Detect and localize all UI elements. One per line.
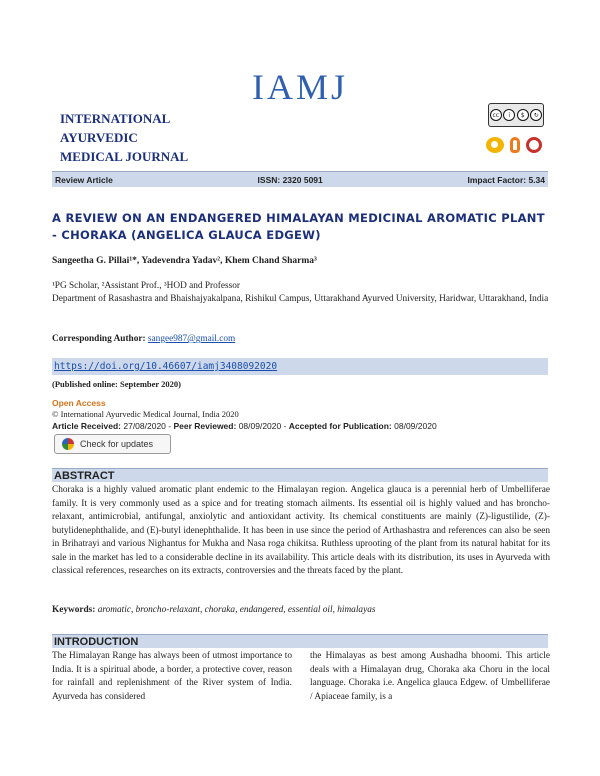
doi-bar [52, 358, 548, 375]
doi-link[interactable]: https://doi.org/10.46607/iamj3408092020 [54, 361, 278, 372]
impact-factor: Impact Factor: 5.34 [467, 174, 545, 185]
crossref-icon[interactable] [526, 137, 542, 153]
affiliation-department: Department of Rasashastra and Bhaishajyakalpana, Rishikul Campus, Uttarakhand Ayurved University, Haridwar, Uttarakhand, India [52, 294, 549, 304]
introduction-column-right: the Himalayas as best among Aushadha bhoomi. This article deals with a Himalayan drug, Choraka aka Choru in the local language. Choraka i.e. Angelica glauca Edgew. of Umbelliferae / Apiaceae family, is a [310, 651, 550, 702]
corresponding-author [52, 334, 235, 344]
keywords [52, 605, 375, 615]
sa-icon: ↻ [530, 109, 542, 121]
abstract-heading: ABSTRACT [52, 468, 548, 482]
check-for-updates-button[interactable] [54, 434, 171, 454]
journal-name-line: MEDICAL JOURNAL [60, 149, 189, 164]
received-date: 27/08/2020 [123, 421, 166, 431]
article-info-bar [52, 171, 548, 187]
doi-icon[interactable] [486, 137, 504, 153]
author-email-link[interactable]: sangee987@gmail.com [147, 334, 236, 344]
copyright-notice: © International Ayurvedic Medical Journal, India 2020 [52, 409, 239, 419]
check-for-updates-label: Check for updates [80, 439, 154, 449]
issn: ISSN: 2320 5091 [257, 174, 323, 185]
journal-name-line: INTERNATIONAL [60, 111, 171, 126]
crossmark-icon [62, 438, 74, 450]
accepted-date: 08/09/2020 [394, 421, 437, 431]
article-title: A REVIEW ON AN ENDANGERED HIMALAYAN MEDICINAL AROMATIC PLANT - CHORAKA (ANGELICA GLAUCA EDGEW) [52, 211, 545, 242]
nc-icon: $ [517, 109, 529, 121]
author-list: Sangeetha G. Pillai¹*, Yadevendra Yadav², Khem Chand Sharma³ [52, 256, 317, 266]
introduction-column-left: The Himalayan Range has always been of utmost importance to India. It is a spiritual abode, a border, a protective cover, reason for rainfall and replenishment of the River system of India. Ayurveda has considered [52, 651, 292, 702]
open-access-icon [510, 137, 520, 153]
published-date: (Published online: September 2020) [52, 379, 182, 389]
keywords-list: aromatic, broncho-relaxant, choraka, endangered, essential oil, himalayas [97, 605, 376, 615]
cc-icon: cc [490, 109, 502, 121]
by-icon: i [503, 109, 515, 121]
creative-commons-badge[interactable] [488, 103, 544, 127]
article-dates: Article Received: 27/08/2020 - Peer Reviewed: 08/09/2020 - Accepted for Publication: 08/09/2020 [52, 421, 437, 431]
peer-reviewed-date: 08/09/2020 [238, 421, 282, 431]
received-label: Article Received: [52, 421, 121, 431]
open-access-label: Open Access [52, 398, 106, 408]
journal-name-line: AYURVEDIC [60, 130, 138, 145]
index-badges [486, 136, 546, 154]
abstract-text: Choraka is a highly valued aromatic plant endemic to the Himalayan region. Angelica glauca is a perennial herb of Umbelliferae family. It is very commonly used as a spice and for treating stomach ailments. Its essential oil is highly valued and has broncho-relaxant, antimicrobial, antifungal, anxiolytic and antioxidant activity. Its chemical constituents are mainly (Z)-ligustilide, (Z)-butylidenephthalide, and (E)-butyl idenephthalide. It has been in use since the period of Arthashastra and references can also be seen in Brihatrayi and various Nighantus for Mukha and Nasa roga chikitsa. Ruthless uprooting of the plant from its natural habitat for its sale in the market has led to a considerable decline in its availability. This article deals with its distribution, its uses in Ayurveda with classical references, researches on its extracts, controversies and the threats faced by the plant. [52, 485, 550, 576]
corresponding-label: Corresponding Author: [52, 334, 146, 344]
accepted-label: Accepted for Publication: [288, 421, 392, 431]
journal-name [60, 109, 188, 166]
keywords-label: Keywords: [52, 605, 96, 615]
introduction-heading: INTRODUCTION [52, 634, 548, 648]
affiliation-roles: ¹PG Scholar, ²Assistant Prof., ³HOD and Professor [52, 281, 240, 291]
affiliation [52, 280, 552, 306]
journal-logo: IAMJ [251, 67, 348, 107]
article-type: Review Article [55, 174, 113, 185]
peer-reviewed-label: Peer Reviewed: [173, 421, 237, 431]
